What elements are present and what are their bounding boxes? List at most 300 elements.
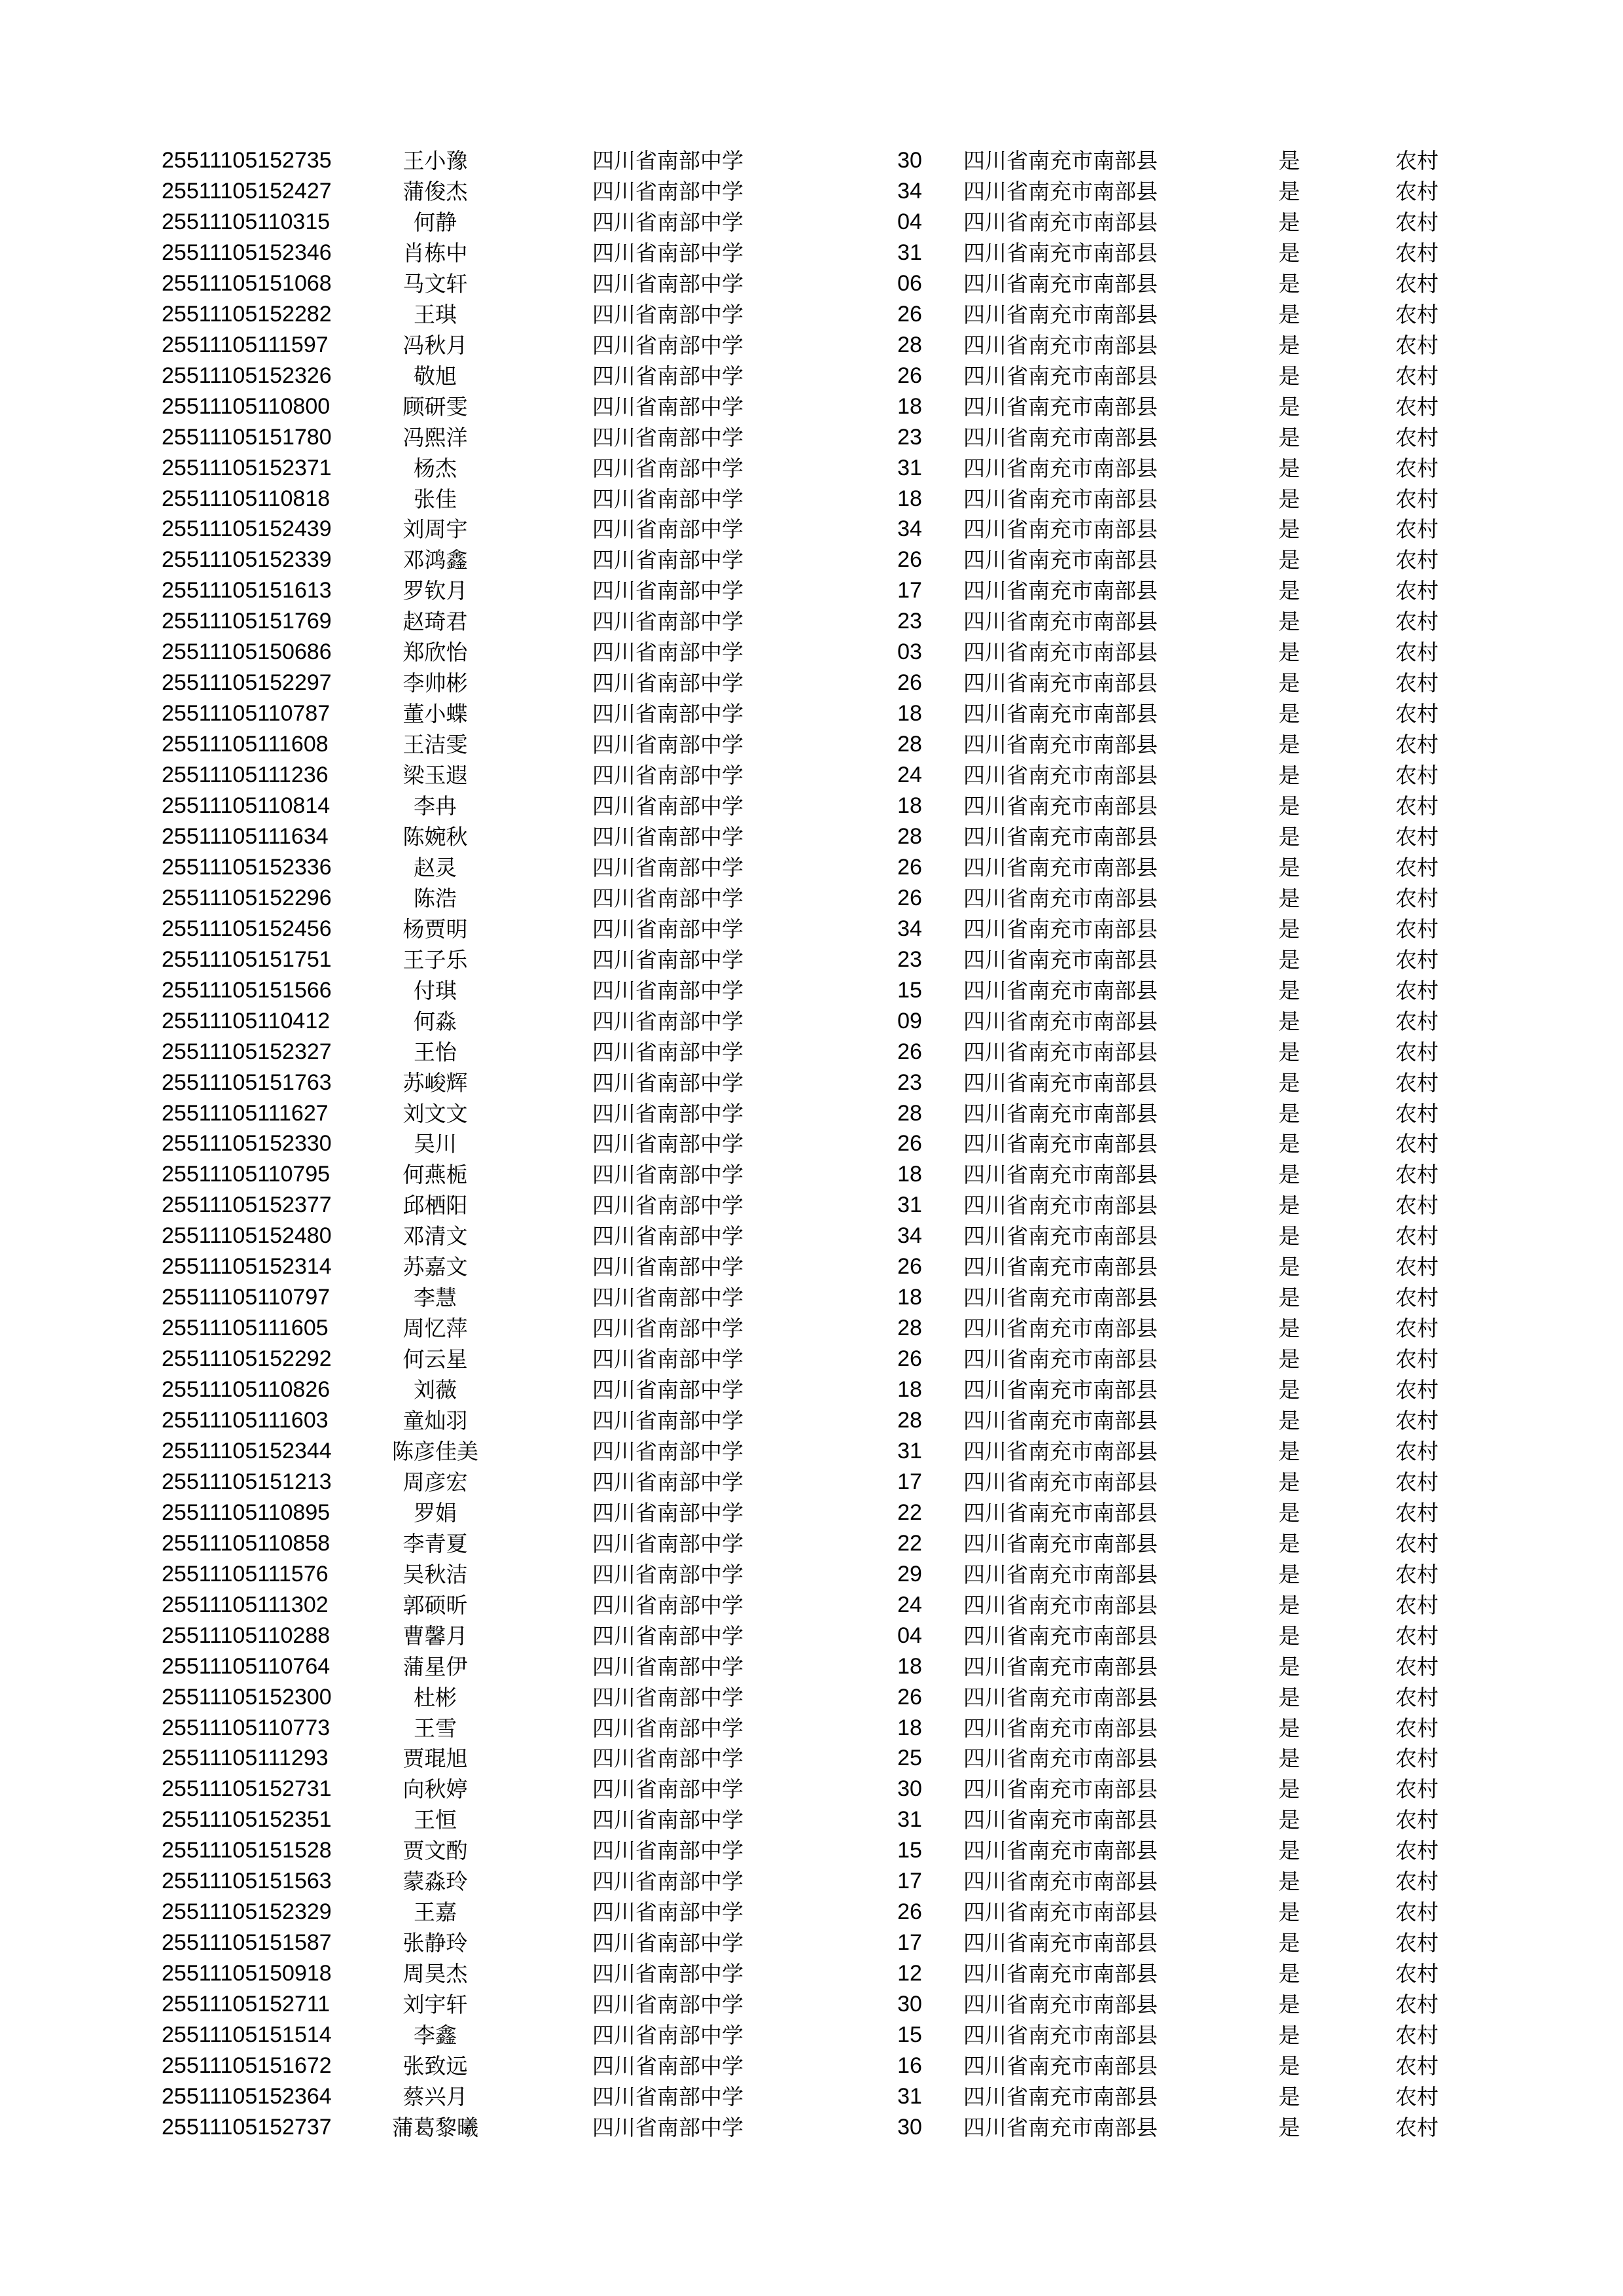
household-type-cell: 农村 [1395,1162,1438,1188]
class-number-cell: 26 [897,1039,922,1064]
student-id-cell: 25511105111576 [162,1561,329,1587]
address-cell: 四川省南充市南部县 [963,1162,1158,1188]
household-type-cell: 农村 [1395,885,1438,911]
table-row [0,1590,1623,1621]
class-number-cell: 18 [897,1715,922,1740]
school-cell: 四川省南部中学 [592,1961,743,1987]
student-id-cell: 25511105152427 [162,178,332,204]
student-id-cell: 25511105151068 [162,270,332,296]
household-type-cell: 农村 [1395,1623,1438,1649]
class-number-cell: 23 [897,946,922,972]
household-type-cell: 农村 [1395,1561,1438,1587]
table-row [0,1958,1623,1989]
table-row [0,145,1623,176]
school-cell: 四川省南部中学 [592,823,743,850]
student-name-cell: 杨杰 [414,455,457,481]
household-type-cell: 农村 [1395,946,1438,973]
eligibility-flag-cell: 是 [1278,1407,1300,1433]
table-row [0,176,1623,207]
address-cell: 四川省南充市南部县 [963,2114,1158,2140]
student-id-cell: 25511105111603 [162,1407,329,1433]
eligibility-flag-cell: 是 [1278,1377,1300,1403]
table-row [0,2081,1623,2112]
eligibility-flag-cell: 是 [1278,1530,1300,1556]
household-type-cell: 农村 [1395,1438,1438,1464]
household-type-cell: 农村 [1395,178,1438,204]
student-name-cell: 蔡兴月 [402,2083,468,2109]
household-type-cell: 农村 [1395,2022,1438,2048]
household-type-cell: 农村 [1395,609,1438,635]
eligibility-flag-cell: 是 [1278,1285,1300,1311]
address-cell: 四川省南充市南部县 [963,578,1158,604]
school-cell: 四川省南部中学 [592,1930,743,1956]
address-cell: 四川省南充市南部县 [963,1684,1158,1710]
eligibility-flag-cell: 是 [1278,793,1300,819]
student-id-cell: 25511105152711 [162,1992,330,2017]
address-cell: 四川省南充市南部县 [963,363,1158,389]
address-cell: 四川省南充市南部县 [963,1746,1158,1772]
school-cell: 四川省南部中学 [592,793,743,819]
eligibility-flag-cell: 是 [1278,1807,1300,1833]
school-cell: 四川省南部中学 [592,1838,743,1864]
household-type-cell: 农村 [1395,823,1438,850]
table-row [0,914,1623,944]
eligibility-flag-cell: 是 [1278,1746,1300,1772]
table-row [0,1313,1623,1344]
table-row [0,1128,1623,1159]
student-name-cell: 邱栖阳 [402,1193,468,1219]
student-name-cell: 陈婉秋 [402,823,468,850]
address-cell: 四川省南充市南部县 [963,455,1158,481]
address-cell: 四川省南充市南部县 [963,1530,1158,1556]
class-number-cell: 26 [897,547,922,573]
eligibility-flag-cell: 是 [1278,363,1300,389]
student-name-cell: 吴秋洁 [402,1561,468,1587]
school-cell: 四川省南部中学 [592,270,743,296]
class-number-cell: 28 [897,1407,922,1433]
student-id-cell: 25511105151769 [162,609,332,634]
class-number-cell: 31 [897,1193,922,1218]
student-id-cell: 25511105152346 [162,240,332,265]
student-id-cell: 25511105151213 [162,1469,332,1494]
table-row [0,1098,1623,1129]
student-name-cell: 陈彦佳美 [392,1438,478,1464]
household-type-cell: 农村 [1395,1930,1438,1956]
household-type-cell: 农村 [1395,1746,1438,1772]
household-type-cell: 农村 [1395,1131,1438,1157]
eligibility-flag-cell: 是 [1278,270,1300,296]
school-cell: 四川省南部中学 [592,1407,743,1433]
student-name-cell: 何静 [414,209,457,235]
table-row [0,1528,1623,1559]
table-row [0,1221,1623,1251]
student-id-cell: 25511105151672 [162,2053,332,2078]
eligibility-flag-cell: 是 [1278,1346,1300,1372]
eligibility-flag-cell: 是 [1278,1715,1300,1741]
household-type-cell: 农村 [1395,1254,1438,1280]
address-cell: 四川省南充市南部县 [963,762,1158,788]
table-row [0,760,1623,791]
student-name-cell: 王洁雯 [402,732,468,758]
student-name-cell: 刘周宇 [402,516,468,543]
address-cell: 四川省南充市南部县 [963,823,1158,850]
school-cell: 四川省南部中学 [592,516,743,543]
school-cell: 四川省南部中学 [592,332,743,358]
student-name-cell: 周彦宏 [402,1469,468,1495]
address-cell: 四川省南充市南部县 [963,1069,1158,1096]
eligibility-flag-cell: 是 [1278,1561,1300,1587]
eligibility-flag-cell: 是 [1278,2114,1300,2140]
address-cell: 四川省南充市南部县 [963,916,1158,942]
household-type-cell: 农村 [1395,1838,1438,1864]
class-number-cell: 26 [897,1899,922,1925]
address-cell: 四川省南充市南部县 [963,1807,1158,1833]
student-name-cell: 李帅彬 [402,670,468,696]
student-name-cell: 顾研雯 [402,393,468,420]
address-cell: 四川省南充市南部县 [963,1100,1158,1126]
student-id-cell: 25511105110764 [162,1653,330,1679]
school-cell: 四川省南部中学 [592,1223,743,1249]
class-number-cell: 03 [897,639,922,665]
table-row [0,668,1623,698]
school-cell: 四川省南部中学 [592,2053,743,2079]
student-name-cell: 罗娟 [414,1499,457,1526]
address-cell: 四川省南充市南部县 [963,1623,1158,1649]
student-name-cell: 何燕栀 [402,1162,468,1188]
student-name-cell: 吴川 [414,1131,457,1157]
student-id-cell: 25511105110787 [162,701,330,726]
table-row [0,422,1623,453]
school-cell: 四川省南部中学 [592,854,743,880]
school-cell: 四川省南部中学 [592,1530,743,1556]
eligibility-flag-cell: 是 [1278,148,1300,173]
table-row [0,361,1623,391]
household-type-cell: 农村 [1395,1807,1438,1833]
table-row [0,330,1623,361]
table-row [0,791,1623,821]
table-row [0,1743,1623,1774]
class-number-cell: 31 [897,1438,922,1463]
address-cell: 四川省南充市南部县 [963,178,1158,204]
eligibility-flag-cell: 是 [1278,1592,1300,1618]
class-number-cell: 18 [897,1285,922,1310]
eligibility-flag-cell: 是 [1278,1930,1300,1956]
table-row [0,545,1623,575]
eligibility-flag-cell: 是 [1278,486,1300,512]
household-type-cell: 农村 [1395,1008,1438,1034]
address-cell: 四川省南充市南部县 [963,1776,1158,1803]
table-row [0,637,1623,668]
student-name-cell: 蒲俊杰 [402,178,468,204]
table-row [0,1006,1623,1037]
eligibility-flag-cell: 是 [1278,301,1300,327]
household-type-cell: 农村 [1395,486,1438,512]
eligibility-flag-cell: 是 [1278,639,1300,666]
student-id-cell: 25511105151587 [162,1930,332,1956]
class-number-cell: 26 [897,1684,922,1710]
class-number-cell: 23 [897,609,922,634]
table-row [0,1866,1623,1897]
school-cell: 四川省南部中学 [592,639,743,666]
class-number-cell: 18 [897,793,922,818]
household-type-cell: 农村 [1395,793,1438,819]
household-type-cell: 农村 [1395,148,1438,173]
student-name-cell: 蒙淼玲 [402,1869,468,1895]
class-number-cell: 16 [897,2053,922,2078]
household-type-cell: 农村 [1395,240,1438,266]
student-name-cell: 苏嘉文 [402,1254,468,1280]
student-name-cell: 王小豫 [402,148,468,173]
school-cell: 四川省南部中学 [592,1653,743,1679]
student-name-cell: 童灿羽 [402,1407,468,1433]
student-name-cell: 赵琦君 [402,609,468,635]
class-number-cell: 22 [897,1530,922,1556]
household-type-cell: 农村 [1395,1316,1438,1342]
student-id-cell: 25511105151514 [162,2022,332,2047]
student-id-cell: 25511105152329 [162,1899,332,1925]
household-type-cell: 农村 [1395,2053,1438,2079]
household-type-cell: 农村 [1395,270,1438,296]
eligibility-flag-cell: 是 [1278,762,1300,788]
eligibility-flag-cell: 是 [1278,1899,1300,1926]
eligibility-flag-cell: 是 [1278,1131,1300,1157]
student-id-cell: 25511105110412 [162,1008,330,1033]
school-cell: 四川省南部中学 [592,670,743,696]
table-row [0,1774,1623,1804]
table-row [0,975,1623,1006]
class-number-cell: 26 [897,301,922,327]
household-type-cell: 农村 [1395,1869,1438,1895]
student-name-cell: 刘文文 [402,1100,468,1126]
table-row [0,514,1623,545]
table-row [0,606,1623,637]
address-cell: 四川省南充市南部县 [963,1438,1158,1464]
household-type-cell: 农村 [1395,578,1438,604]
student-id-cell: 25511105111302 [162,1592,329,1617]
student-name-cell: 赵灵 [414,854,457,880]
class-number-cell: 26 [897,1254,922,1280]
class-number-cell: 28 [897,332,922,357]
student-name-cell: 付琪 [414,977,457,1003]
class-number-cell: 28 [897,1100,922,1126]
household-type-cell: 农村 [1395,1285,1438,1311]
student-name-cell: 王雪 [414,1715,457,1741]
student-id-cell: 25511105110895 [162,1499,330,1525]
class-number-cell: 31 [897,1807,922,1833]
student-id-cell: 25511105150918 [162,1961,332,1986]
eligibility-flag-cell: 是 [1278,977,1300,1003]
class-number-cell: 04 [897,1623,922,1648]
household-type-cell: 农村 [1395,1223,1438,1249]
student-id-cell: 25511105110800 [162,393,330,419]
class-number-cell: 18 [897,1377,922,1402]
student-id-cell: 25511105110795 [162,1162,330,1187]
eligibility-flag-cell: 是 [1278,516,1300,543]
student-name-cell: 冯熙洋 [402,424,468,450]
eligibility-flag-cell: 是 [1278,1162,1300,1188]
student-name-cell: 周昊杰 [402,1961,468,1987]
household-type-cell: 农村 [1395,393,1438,420]
household-type-cell: 农村 [1395,854,1438,880]
student-id-cell: 25511105151763 [162,1069,332,1095]
address-cell: 四川省南充市南部县 [963,1961,1158,1987]
student-name-cell: 肖栋中 [402,240,468,266]
table-row [0,1651,1623,1682]
table-row [0,453,1623,484]
class-number-cell: 17 [897,578,922,603]
class-number-cell: 15 [897,2022,922,2047]
household-type-cell: 农村 [1395,1992,1438,2017]
table-row [0,1436,1623,1467]
student-id-cell: 25511105152336 [162,854,332,880]
eligibility-flag-cell: 是 [1278,1069,1300,1096]
table-row [0,1682,1623,1713]
student-id-cell: 25511105152439 [162,516,332,542]
class-number-cell: 18 [897,486,922,511]
table-row [0,1374,1623,1405]
address-cell: 四川省南充市南部县 [963,1131,1158,1157]
student-id-cell: 25511105152292 [162,1346,332,1372]
household-type-cell: 农村 [1395,209,1438,235]
eligibility-flag-cell: 是 [1278,1961,1300,1987]
eligibility-flag-cell: 是 [1278,424,1300,450]
student-name-cell: 罗钦月 [402,578,468,604]
eligibility-flag-cell: 是 [1278,609,1300,635]
address-cell: 四川省南充市南部县 [963,1653,1158,1679]
household-type-cell: 农村 [1395,516,1438,543]
student-id-cell: 25511105152326 [162,363,332,388]
table-row [0,1621,1623,1651]
school-cell: 四川省南部中学 [592,2022,743,2048]
student-name-cell: 杨贾明 [402,916,468,942]
student-id-cell: 25511105152735 [162,148,332,173]
table-row [0,207,1623,238]
household-type-cell: 农村 [1395,1530,1438,1556]
student-name-cell: 刘宇轩 [402,1992,468,2017]
table-row [0,2112,1623,2143]
table-row [0,1282,1623,1313]
address-cell: 四川省南充市南部县 [963,701,1158,727]
household-type-cell: 农村 [1395,977,1438,1003]
student-name-cell: 曹馨月 [402,1623,468,1649]
eligibility-flag-cell: 是 [1278,2083,1300,2109]
table-row [0,484,1623,514]
table-row [0,1713,1623,1744]
student-name-cell: 董小蝶 [402,701,468,727]
table-row [0,1928,1623,1958]
address-cell: 四川省南充市南部县 [963,1008,1158,1034]
table-row [0,2020,1623,2051]
address-cell: 四川省南充市南部县 [963,1930,1158,1956]
school-cell: 四川省南部中学 [592,424,743,450]
class-number-cell: 18 [897,701,922,726]
address-cell: 四川省南充市南部县 [963,732,1158,758]
address-cell: 四川省南充市南部县 [963,1469,1158,1495]
address-cell: 四川省南充市南部县 [963,1561,1158,1587]
household-type-cell: 农村 [1395,455,1438,481]
address-cell: 四川省南充市南部县 [963,301,1158,327]
address-cell: 四川省南充市南部县 [963,2083,1158,2109]
class-number-cell: 34 [897,1223,922,1249]
school-cell: 四川省南部中学 [592,1992,743,2017]
table-row [0,575,1623,606]
household-type-cell: 农村 [1395,701,1438,727]
address-cell: 四川省南充市南部县 [963,1992,1158,2017]
student-name-cell: 王恒 [414,1807,457,1833]
student-id-cell: 25511105110797 [162,1285,330,1310]
student-id-cell: 25511105152456 [162,916,332,941]
class-number-cell: 24 [897,1592,922,1617]
household-type-cell: 农村 [1395,1592,1438,1618]
household-type-cell: 农村 [1395,1684,1438,1710]
household-type-cell: 农村 [1395,2083,1438,2109]
class-number-cell: 24 [897,762,922,787]
school-cell: 四川省南部中学 [592,1285,743,1311]
table-row [0,1559,1623,1590]
class-number-cell: 26 [897,363,922,388]
eligibility-flag-cell: 是 [1278,547,1300,573]
class-number-cell: 29 [897,1561,922,1587]
student-id-cell: 25511105111627 [162,1100,329,1126]
student-id-cell: 25511105111605 [162,1316,329,1341]
school-cell: 四川省南部中学 [592,946,743,973]
address-cell: 四川省南充市南部县 [963,148,1158,173]
class-number-cell: 25 [897,1746,922,1771]
school-cell: 四川省南部中学 [592,1438,743,1464]
table-row [0,1989,1623,2020]
student-name-cell: 郭硕昕 [402,1592,468,1618]
student-name-cell: 张佳 [414,486,457,512]
eligibility-flag-cell: 是 [1278,178,1300,204]
class-number-cell: 31 [897,455,922,480]
school-cell: 四川省南部中学 [592,701,743,727]
school-cell: 四川省南部中学 [592,547,743,573]
school-cell: 四川省南部中学 [592,455,743,481]
household-type-cell: 农村 [1395,1776,1438,1803]
table-row [0,1159,1623,1190]
school-cell: 四川省南部中学 [592,1807,743,1833]
school-cell: 四川省南部中学 [592,732,743,758]
student-id-cell: 25511105110814 [162,793,330,818]
eligibility-flag-cell: 是 [1278,1653,1300,1679]
class-number-cell: 26 [897,854,922,880]
student-name-cell: 何淼 [414,1008,457,1034]
household-type-cell: 农村 [1395,762,1438,788]
table-row [0,1467,1623,1498]
household-type-cell: 农村 [1395,1193,1438,1219]
school-cell: 四川省南部中学 [592,1746,743,1772]
class-number-cell: 26 [897,1346,922,1372]
student-name-cell: 王琪 [414,301,457,327]
household-type-cell: 农村 [1395,916,1438,942]
student-id-cell: 25511105151751 [162,946,332,972]
eligibility-flag-cell: 是 [1278,240,1300,266]
school-cell: 四川省南部中学 [592,1592,743,1618]
school-cell: 四川省南部中学 [592,178,743,204]
class-number-cell: 26 [897,670,922,696]
student-name-cell: 王怡 [414,1039,457,1065]
eligibility-flag-cell: 是 [1278,578,1300,604]
school-cell: 四川省南部中学 [592,609,743,635]
student-id-cell: 25511105151780 [162,424,332,450]
class-number-cell: 22 [897,1499,922,1525]
address-cell: 四川省南充市南部县 [963,1715,1158,1741]
address-cell: 四川省南充市南部县 [963,1592,1158,1618]
class-number-cell: 15 [897,977,922,1003]
student-id-cell: 25511105152339 [162,547,332,573]
eligibility-flag-cell: 是 [1278,455,1300,481]
eligibility-flag-cell: 是 [1278,1499,1300,1526]
